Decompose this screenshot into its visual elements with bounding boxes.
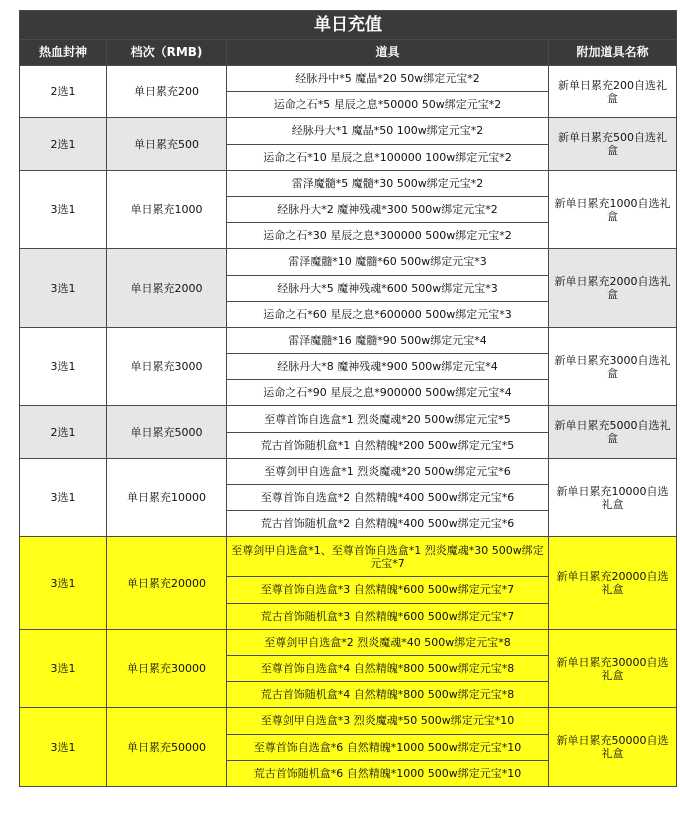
table-row bbox=[20, 458, 677, 484]
item-cell: 雷泽魔髓*16 魔髓*90 500w绑定元宝*4 bbox=[227, 327, 549, 353]
item-cell: 经脉丹大*2 魔神残魂*300 500w绑定元宝*2 bbox=[227, 196, 549, 222]
choice-cell: 3选1 bbox=[20, 249, 107, 328]
item-cell: 经脉丹大*5 魔神残魂*600 500w绑定元宝*3 bbox=[227, 275, 549, 301]
gift-cell: 新单日累充50000自选礼盒 bbox=[549, 708, 677, 787]
item-cell: 荒古首饰随机盒*2 自然精魄*400 500w绑定元宝*6 bbox=[227, 511, 549, 537]
item-cell: 至尊剑甲自选盒*1、至尊首饰自选盒*1 烈炎魔魂*30 500w绑定元宝*7 bbox=[227, 537, 549, 577]
item-cell: 至尊剑甲自选盒*3 烈炎魔魂*50 500w绑定元宝*10 bbox=[227, 708, 549, 734]
tier-cell: 单日累充1000 bbox=[107, 170, 227, 249]
choice-cell: 3选1 bbox=[20, 708, 107, 787]
item-cell: 运命之石*90 星辰之息*900000 500w绑定元宝*4 bbox=[227, 380, 549, 406]
item-cell: 荒古首饰随机盒*3 自然精魄*600 500w绑定元宝*7 bbox=[227, 603, 549, 629]
item-cell: 运命之石*10 星辰之息*100000 100w绑定元宝*2 bbox=[227, 144, 549, 170]
table-row bbox=[20, 708, 677, 734]
gift-cell: 新单日累充30000自选礼盒 bbox=[549, 629, 677, 708]
tier-cell: 单日累充500 bbox=[107, 118, 227, 170]
item-cell: 至尊剑甲自选盒*2 烈炎魔魂*40 500w绑定元宝*8 bbox=[227, 629, 549, 655]
choice-cell: 3选1 bbox=[20, 458, 107, 537]
table-row bbox=[20, 629, 677, 655]
item-cell: 至尊首饰自选盒*1 烈炎魔魂*20 500w绑定元宝*5 bbox=[227, 406, 549, 432]
item-cell: 经脉丹中*5 魔晶*20 50w绑定元宝*2 bbox=[227, 66, 549, 92]
item-cell: 荒古首饰随机盒*4 自然精魄*800 500w绑定元宝*8 bbox=[227, 682, 549, 708]
tier-cell: 单日累充20000 bbox=[107, 537, 227, 629]
tier-cell: 单日累充3000 bbox=[107, 327, 227, 406]
choice-cell: 3选1 bbox=[20, 170, 107, 249]
table-row bbox=[20, 537, 677, 577]
choice-cell: 2选1 bbox=[20, 66, 107, 118]
item-cell: 经脉丹大*8 魔神残魂*900 500w绑定元宝*4 bbox=[227, 354, 549, 380]
item-cell: 荒古首饰随机盒*6 自然精魄*1000 500w绑定元宝*10 bbox=[227, 760, 549, 786]
gift-cell: 新单日累充5000自选礼盒 bbox=[549, 406, 677, 458]
table-row bbox=[20, 66, 677, 92]
gift-cell: 新单日累充1000自选礼盒 bbox=[549, 170, 677, 249]
header-items: 道具 bbox=[227, 40, 549, 66]
item-cell: 经脉丹大*1 魔晶*50 100w绑定元宝*2 bbox=[227, 118, 549, 144]
table-row bbox=[20, 406, 677, 432]
tier-cell: 单日累充10000 bbox=[107, 458, 227, 537]
recharge-table bbox=[19, 10, 677, 787]
gift-cell: 新单日累充10000自选礼盒 bbox=[549, 458, 677, 537]
item-cell: 雷泽魔髓*5 魔髓*30 500w绑定元宝*2 bbox=[227, 170, 549, 196]
tier-cell: 单日累充50000 bbox=[107, 708, 227, 787]
gift-cell: 新单日累充3000自选礼盒 bbox=[549, 327, 677, 406]
choice-cell: 2选1 bbox=[20, 118, 107, 170]
item-cell: 至尊剑甲自选盒*1 烈炎魔魂*20 500w绑定元宝*6 bbox=[227, 458, 549, 484]
item-cell: 运命之石*30 星辰之息*300000 500w绑定元宝*2 bbox=[227, 223, 549, 249]
gift-cell: 新单日累充200自选礼盒 bbox=[549, 66, 677, 118]
choice-cell: 3选1 bbox=[20, 327, 107, 406]
choice-cell: 3选1 bbox=[20, 629, 107, 708]
header-row bbox=[20, 40, 677, 66]
header-tier: 档次（RMB) bbox=[107, 40, 227, 66]
table-row bbox=[20, 249, 677, 275]
table-body bbox=[20, 66, 677, 787]
table-row bbox=[20, 118, 677, 144]
item-cell: 荒古首饰随机盒*1 自然精魄*200 500w绑定元宝*5 bbox=[227, 432, 549, 458]
item-cell: 至尊首饰自选盒*2 自然精魄*400 500w绑定元宝*6 bbox=[227, 485, 549, 511]
item-cell: 至尊首饰自选盒*4 自然精魄*800 500w绑定元宝*8 bbox=[227, 655, 549, 681]
gift-cell: 新单日累充20000自选礼盒 bbox=[549, 537, 677, 629]
header-gift: 附加道具名称 bbox=[549, 40, 677, 66]
table-row bbox=[20, 170, 677, 196]
tier-cell: 单日累充30000 bbox=[107, 629, 227, 708]
item-cell: 至尊首饰自选盒*6 自然精魄*1000 500w绑定元宝*10 bbox=[227, 734, 549, 760]
item-cell: 运命之石*5 星辰之息*50000 50w绑定元宝*2 bbox=[227, 92, 549, 118]
header-choice: 热血封神 bbox=[20, 40, 107, 66]
choice-cell: 3选1 bbox=[20, 537, 107, 629]
tier-cell: 单日累充2000 bbox=[107, 249, 227, 328]
item-cell: 至尊首饰自选盒*3 自然精魄*600 500w绑定元宝*7 bbox=[227, 577, 549, 603]
tier-cell: 单日累充5000 bbox=[107, 406, 227, 458]
table-title: 单日充值 bbox=[20, 11, 677, 40]
tier-cell: 单日累充200 bbox=[107, 66, 227, 118]
gift-cell: 新单日累充2000自选礼盒 bbox=[549, 249, 677, 328]
item-cell: 运命之石*60 星辰之息*600000 500w绑定元宝*3 bbox=[227, 301, 549, 327]
choice-cell: 2选1 bbox=[20, 406, 107, 458]
item-cell: 雷泽魔髓*10 魔髓*60 500w绑定元宝*3 bbox=[227, 249, 549, 275]
table-row bbox=[20, 327, 677, 353]
gift-cell: 新单日累充500自选礼盒 bbox=[549, 118, 677, 170]
